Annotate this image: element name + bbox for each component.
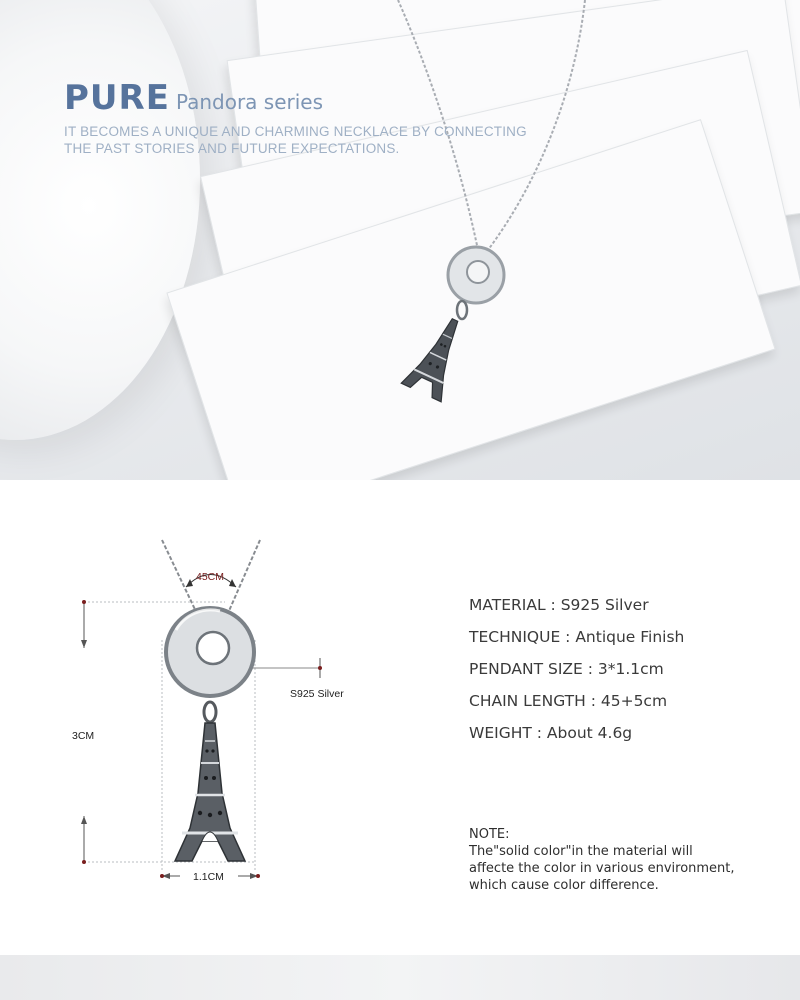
bail	[457, 301, 467, 319]
next-section-strip	[0, 955, 800, 1000]
eiffel-tower-charm	[401, 311, 475, 402]
diagram-eiffel-tower	[175, 723, 245, 861]
tagline-line: THE PAST STORIES AND FUTURE EXPECTATIONS.	[64, 141, 400, 156]
chain-length-label: 45CM	[196, 571, 225, 583]
note-line: which cause color difference.	[469, 878, 659, 893]
color-note	[469, 826, 769, 894]
spec-chain-length: CHAIN LENGTH : 45+5cm	[469, 692, 668, 710]
size-diagram	[0, 480, 420, 920]
title-sub: Pandora series	[175, 90, 324, 114]
note-heading: NOTE:	[469, 827, 510, 842]
ring-hole	[467, 261, 489, 283]
hero-headline	[64, 78, 323, 118]
hero-photo	[0, 0, 800, 480]
necklace-photo	[0, 0, 800, 480]
spec-technique: TECHNIQUE : Antique Finish	[469, 628, 685, 646]
spec-pendant-size: PENDANT SIZE : 3*1.1cm	[469, 660, 664, 678]
hero-tagline	[64, 123, 624, 157]
diagram-ring-hole	[197, 632, 229, 664]
pendant-height-label: 3CM	[72, 730, 95, 742]
note-line: affecte the color in various environment,	[469, 861, 735, 876]
spec-material: MATERIAL : S925 Silver	[469, 596, 649, 614]
spec-list	[469, 594, 684, 754]
material-callout-label: S925 Silver	[290, 688, 344, 700]
note-line: The"solid color"in the material will	[469, 844, 693, 859]
diagram-bail	[204, 702, 216, 722]
tagline-line: IT BECOMES A UNIQUE AND CHARMING NECKLACE BY CONNECTING	[64, 124, 527, 139]
diagram-chain-right	[225, 540, 260, 620]
spec-weight: WEIGHT : About 4.6g	[469, 724, 633, 742]
title-main: PURE	[64, 78, 170, 118]
pendant-width-label: 1.1CM	[193, 871, 224, 883]
